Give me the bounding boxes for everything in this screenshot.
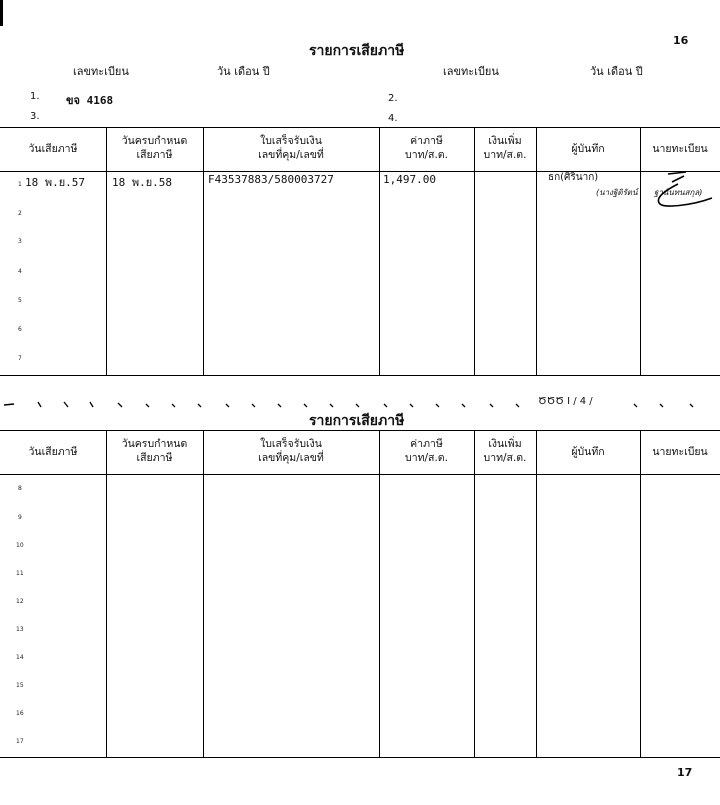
header-receipt: ใบเสร็จรับเงิน เลขที่คุม/เลขที่ bbox=[258, 135, 324, 161]
stray-marks-line bbox=[0, 396, 720, 410]
row1-pay-date: 18 พ.ย.57 bbox=[25, 176, 86, 189]
row1-tax: 1,497.00 bbox=[383, 173, 436, 186]
header-tax: ค่าภาษี บาท/ส.ต. bbox=[405, 135, 448, 161]
date-label-left: วัน เดือน ปี bbox=[217, 65, 270, 78]
row-number: 3 bbox=[18, 238, 22, 245]
header-due-date: วันครบกำหนด เสียภาษี bbox=[121, 438, 188, 464]
section1-title: รายการเสียภาษี bbox=[309, 43, 405, 59]
row1-recorder: ธก(ศิรินาก) bbox=[548, 172, 599, 183]
header-receipt: ใบเสร็จรับเงิน เลขที่คุม/เลขที่ bbox=[258, 438, 324, 464]
header-recorder: ผู้บันทึก bbox=[571, 446, 605, 458]
header-pay-date: วันเสียภาษี bbox=[28, 143, 78, 155]
row-number: 1 bbox=[18, 181, 22, 188]
row-number: 12 bbox=[16, 598, 24, 605]
header-pay-date: วันเสียภาษี bbox=[28, 446, 78, 458]
row-number: 14 bbox=[16, 654, 24, 661]
date-label-right: วัน เดือน ปี bbox=[590, 65, 643, 78]
row-number: 11 bbox=[16, 570, 24, 577]
recorder-sub: (นางฐิติรัตน์ bbox=[596, 188, 638, 197]
header-recorder: ผู้บันทึก bbox=[571, 143, 605, 155]
row1-due-date: 18 พ.ย.58 bbox=[112, 176, 173, 189]
reg-entry-3-num: 3. bbox=[30, 111, 40, 122]
header-registrar: นายทะเบียน bbox=[652, 446, 708, 458]
reg-entry-1-value: ขจ 4168 bbox=[66, 94, 114, 107]
row-number: 4 bbox=[18, 268, 22, 275]
row-number: 2 bbox=[18, 210, 22, 217]
row-number: 7 bbox=[18, 355, 22, 362]
header-extra: เงินเพิ่ม บาท/ส.ต. bbox=[483, 135, 527, 161]
row-number: 8 bbox=[18, 485, 22, 492]
row-number: 5 bbox=[18, 297, 22, 304]
reg-entry-4-num: 4. bbox=[388, 113, 398, 124]
row-number: 6 bbox=[18, 326, 22, 333]
reg-entry-2-num: 2. bbox=[388, 93, 398, 104]
header-extra: เงินเพิ่ม บาท/ส.ต. bbox=[483, 438, 527, 464]
reg-label-left: เลขทะเบียน bbox=[73, 65, 129, 78]
row-number: 9 bbox=[18, 514, 22, 521]
row-number: 10 bbox=[16, 542, 24, 549]
header-tax: ค่าภาษี บาท/ส.ต. bbox=[405, 438, 448, 464]
row1-receipt: F43537883/580003727 bbox=[208, 173, 334, 186]
stray-marks-text: ԾԾԾ I / 4 / bbox=[538, 396, 593, 407]
registrar-sub: ฐานันทนสกุล) bbox=[654, 188, 703, 197]
header-due-date: วันครบกำหนด เสียภาษี bbox=[121, 135, 188, 161]
page-number-top: 16 bbox=[673, 34, 689, 47]
row-number: 13 bbox=[16, 626, 24, 633]
signature-icon bbox=[640, 164, 720, 212]
page-number-bottom: 17 bbox=[677, 766, 693, 779]
section2-title: รายการเสียภาษี bbox=[309, 413, 405, 429]
row-number: 16 bbox=[16, 710, 24, 717]
row-number: 17 bbox=[16, 738, 24, 745]
header-registrar: นายทะเบียน bbox=[652, 143, 708, 155]
reg-label-right: เลขทะเบียน bbox=[443, 65, 499, 78]
reg-entry-1-num: 1. bbox=[30, 91, 40, 102]
row-number: 15 bbox=[16, 682, 24, 689]
corner-mark bbox=[0, 0, 3, 26]
